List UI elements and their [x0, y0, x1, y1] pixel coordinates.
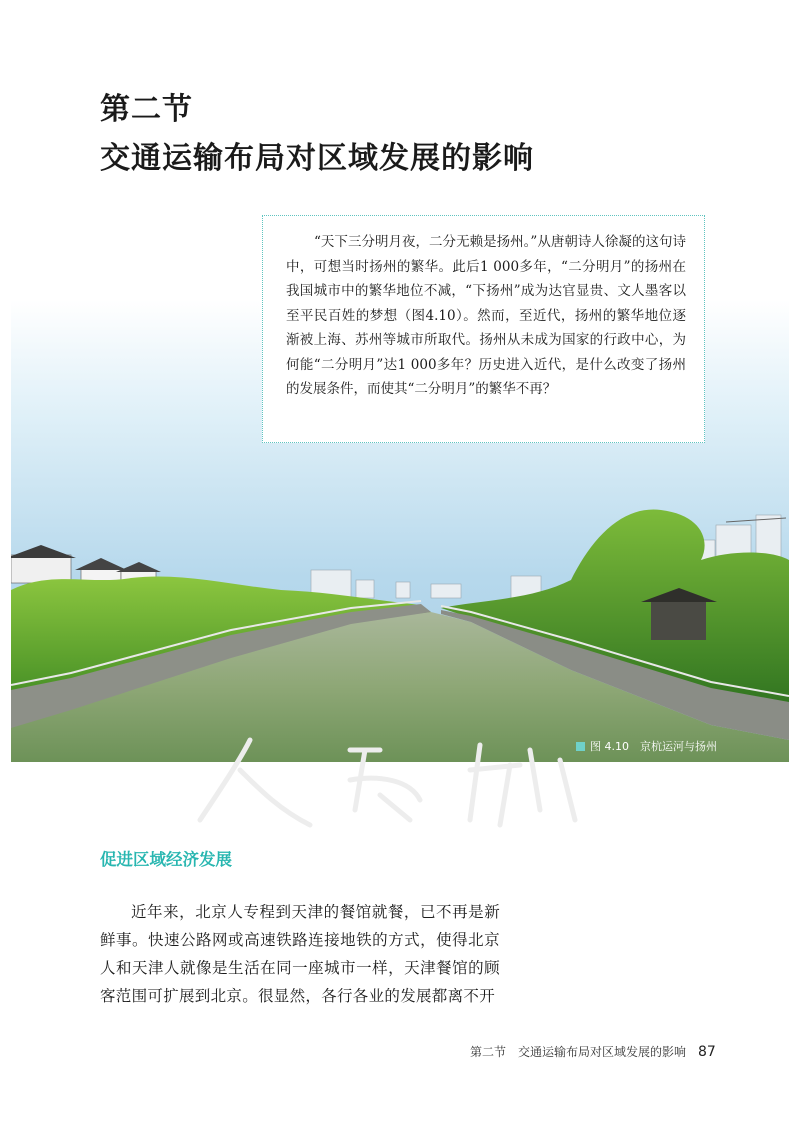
page-footer: [470, 1043, 716, 1060]
section-title: 交通运输布局对区域发展的影响: [100, 141, 534, 176]
page-number: 87: [698, 1044, 716, 1060]
body-paragraph: 近年来，北京人专程到天津的餐馆就餐，已不再是新鲜事。快速公路网或高速铁路连接地铁的方式，使得北京人和天津人就像是生活在同一座城市一样，天津餐馆的顾客范围可扩展到北京。很显然，各行各业的发展都离不开: [100, 903, 500, 1005]
subheading: 促进区域经济发展: [100, 850, 232, 869]
intro-box: [262, 215, 705, 443]
section-label: 第二节: [100, 92, 193, 127]
intro-text: “天下三分明月夜，二分无赖是扬州。”从唐朝诗人徐凝的这句诗中，可想当时扬州的繁华。此后1 000多年，“二分明月”的扬州在我国城市中的繁华地位不减，“下扬州”成为达官显贵、文人墨客以至平民百姓的梦想（图4.10）。然而，至近代，扬州的繁华地位逐渐被上海、苏州等城市所取代。扬州从未成为国家的行政中心，为何能“二分明月”达1 000多年？历史进入近代，是什么改变了扬州的发展条件，而使其“二分明月”的繁华不再？: [286, 234, 686, 397]
caption-text: 图 4.10 京杭运河与扬州: [590, 740, 717, 753]
publisher-watermark: [180, 730, 600, 834]
running-title: 第二节 交通运输布局对区域发展的影响: [470, 1045, 687, 1059]
